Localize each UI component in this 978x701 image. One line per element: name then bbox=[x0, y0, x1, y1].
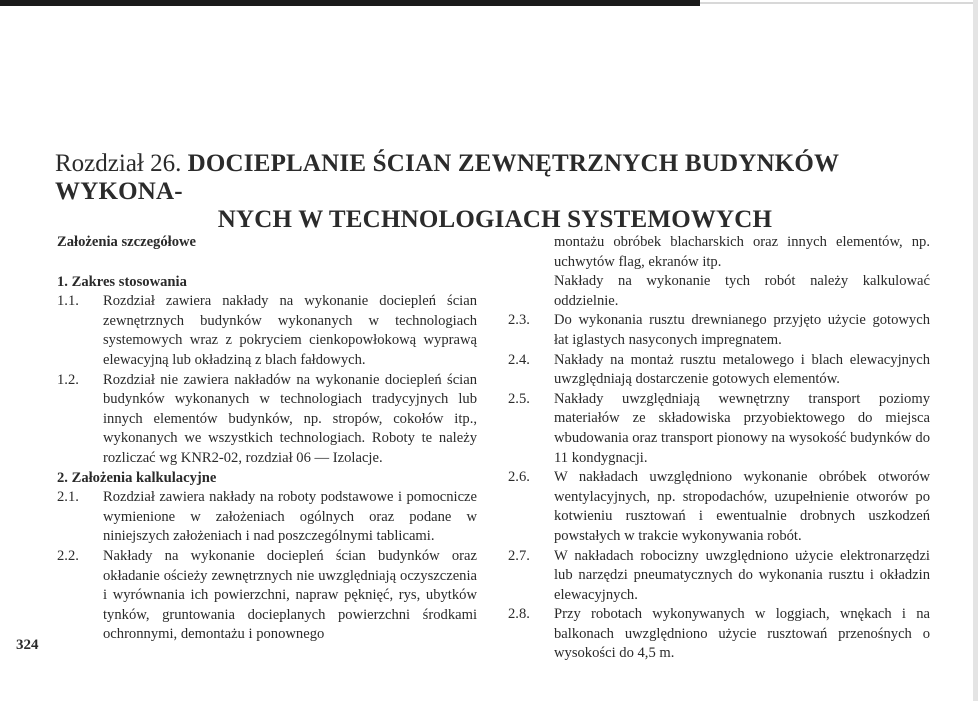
left-column bbox=[57, 233, 477, 645]
note-text: Nakłady na wykonanie tych robót należy kalkulować oddzielnie. bbox=[554, 273, 930, 309]
continuation-text: montażu obróbek blacharskich oraz innych elementów, np. uchwytów flag, ekranów itp. bbox=[554, 234, 930, 270]
item-text: Nakłady na wykonanie dociepleń ścian budynków oraz okładanie ościeży zewnętrznych nie uwzględniają oczyszczenia i wyrównania ich powierzchni, napraw pęknięć, rys, ubytków tynków, gruntowania docieplanych powierzchni środkami ochronnymi, demontażu i ponownego bbox=[103, 547, 477, 643]
top-border-rule bbox=[0, 0, 700, 6]
item-text: W nakładach robocizny uwzględniono użycie elektronarzędzi lub narzędzi pneumatycznych do wykonania rusztu i okładzin elewacyjnych. bbox=[554, 547, 930, 603]
list-item bbox=[508, 390, 930, 468]
item-number: 2.5. bbox=[508, 390, 530, 407]
subheading-detailed-assumptions: Założenia szczegółowe bbox=[57, 234, 197, 250]
page-edge-shadow bbox=[973, 0, 978, 701]
item-text: W nakładach uwzględniono wykonanie obróbek otworów wentylacyjnych, np. stropodachów, uzupełnienie otworów po kotwieniu rusztowań i ewentualnie drobnych uszkodzeń powstałych w trakcie wykonywania robót. bbox=[554, 469, 930, 544]
section-heading-calculation-assumptions: 2. Założenia kalkulacyjne bbox=[57, 469, 217, 486]
chapter-title bbox=[55, 150, 935, 234]
list-item bbox=[57, 547, 477, 645]
list-item bbox=[57, 488, 477, 547]
item-number: 1.2. bbox=[57, 371, 79, 388]
item-text: Do wykonania rusztu drewnianego przyjęto użycie gotowych łat iglastych nasyconych impregnatem. bbox=[554, 312, 930, 348]
list-item bbox=[57, 292, 477, 370]
item-number: 2.4. bbox=[508, 351, 530, 368]
item-number: 2.2. bbox=[57, 547, 79, 564]
item-number: 2.7. bbox=[508, 547, 530, 564]
list-item bbox=[508, 468, 930, 546]
chapter-title-line2: NYCH W TECHNOLOGIACH SYSTEMOWYCH bbox=[217, 206, 773, 233]
section-heading-scope: 1. Zakres stosowania bbox=[57, 273, 187, 290]
top-border-rule-faint bbox=[700, 2, 978, 4]
page-number: 324 bbox=[16, 637, 39, 653]
item-text: Nakłady na montaż rusztu metalowego i blach elewacyjnych uwzględniają dostarczenie gotowych elementów. bbox=[554, 351, 930, 388]
item-number: 2.1. bbox=[57, 489, 79, 506]
item-text: Rozdział nie zawiera nakładów na wykonanie dociepleń ścian budynków wykonanych w technologiach tradycyjnych lub innych elementów budynków, np. stropów, cokołów itp., wykonanych we wszystkich technologiach. Roboty te należy rozliczać wg KNR2-02, rozdział 06 — Izolacje. bbox=[103, 371, 477, 466]
item-number: 1.1. bbox=[57, 293, 79, 310]
list-item bbox=[508, 547, 930, 606]
item-number: 2.8. bbox=[508, 606, 530, 623]
list-item bbox=[508, 311, 930, 350]
item-text: Przy robotach wykonywanych w loggiach, wnękach i na balkonach uwzględniono użycie rusztowań przenośnych o wysokości do 4,5 m. bbox=[554, 606, 930, 662]
item-text: Rozdział zawiera nakłady na wykonanie dociepleń ścian zewnętrznych budynków wykonanych w technologiach systemowych wraz z pokryciem cienkopowłokową wyprawą elewacyjną lub okładziną z blach fałdowych. bbox=[103, 293, 477, 368]
item-number: 2.3. bbox=[508, 312, 530, 329]
item-number: 2.6. bbox=[508, 469, 530, 486]
list-item bbox=[508, 605, 930, 664]
right-column bbox=[508, 233, 930, 664]
chapter-title-line1: DOCIEPLANIE ŚCIAN ZEWNĘTRZNYCH BUDYNKÓW WYKONA- bbox=[55, 150, 839, 205]
item-text: Rozdział zawiera nakłady na roboty podstawowe i pomocnicze wymienione w założeniach ogólnych oraz podane w niniejszych założeniach i nad poszczególnymi tablicami. bbox=[103, 489, 477, 545]
chapter-label: Rozdział 26. bbox=[55, 150, 182, 177]
list-item bbox=[508, 351, 930, 390]
item-text: Nakłady uwzględniają wewnętrzny transport poziomy materiałów ze składowiska przyobiektowego do miejsca wbudowania oraz transport pionowy na wysokość budynków do 11 kondygnacji. bbox=[554, 390, 930, 466]
list-item bbox=[57, 371, 477, 469]
